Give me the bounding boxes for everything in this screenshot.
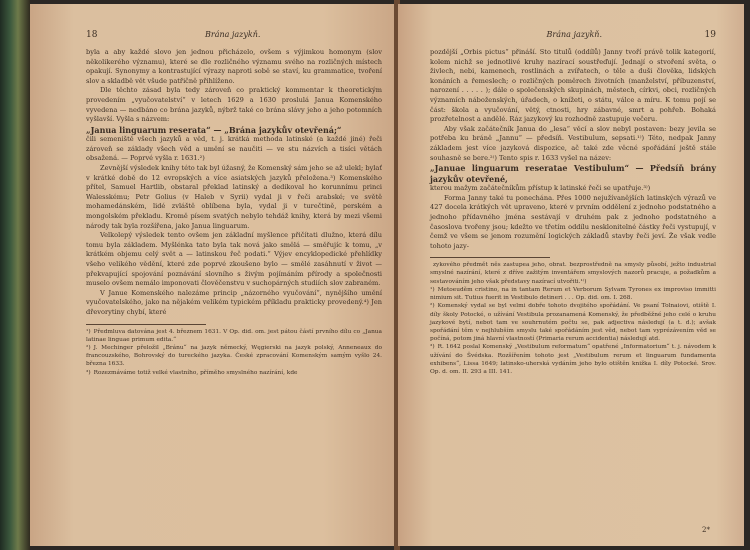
page-number: 18	[86, 30, 98, 40]
footnote-rule	[430, 257, 550, 258]
paragraph: Aby však začátečník Janua do „lesa“ věcí a slov nebyl postaven: bezy jevila se potřeba ku bráně „Jannu“ — předsíň. Vestibulum, sepsati.¹⁾) Této, nedpak Janny základem jest více jazyková dispozice, ač také zde věcné spořádání ještě stále souhasně se bere.²⁾) Tento spis r. 1633 vyšel na název:	[430, 124, 716, 162]
section-heading: „Janua linguarum reserata“ — „Brána jazykův otevřená;“	[86, 124, 342, 135]
footnote-text: Předmluva datována jest 4. březnem 1631. V Op. did. om. jest pátou částí prvního dílu co „Janua latinae linguae primum edita.“	[86, 328, 382, 343]
paragraph: pozdější „Orbis pictus“ přináší. Sto titulů (oddílů) Janny tvoří právě tolik kategorií, kolem nichž se jednotlivé kruhy nazírací soustřeďují. Jednají o stvoření světa, o živlech, nebi, kamenech, rostlinách a zvířatech, o těle a duši člověka, lidských konáních a řemeslech; o rozličných poměrech životních (manželství, příbuzenství, narození . . . . . ); dále o společenských skupinách, městech, církvi, obci, rozličných významích náboženských, úřadech, o knížeti, o státu, válce a míru. K tomu pojí se část: škola a vyučování, větý, ctnosti, hry zábavné, smrt a pohřeb. Bohaká prozřetelnost a andělé. Ráz jazykový ku rozhodně zastupuje večeru.	[430, 48, 716, 124]
footnote-rule	[86, 324, 206, 325]
footnote	[86, 328, 382, 344]
book-spine	[0, 0, 30, 550]
paragraph: Zevnější výsledek knihy této tak byl úžasný, že Komenský sám jeho se až ulekl; bylať v krátké době do 12 evropských a více asiatských jazyků přeložena.³) Komenského přítel, Samuel Hartlib, obstaral překlad latinský a dedikoval ho korunnímu princi Walesskému; Petr Golius (v Haleb v Syrii) vydal ji v řeči arabské; ve světě mohamedánském, lidé zvláště oblíbena byla, vydal ji v turečtině, perském a mongolském překladu. Kromě písem svatých nebylo tehdáž knihy, která by mezi všemi národy tak byla rozšířena, jako Janua linguarum.	[86, 164, 382, 230]
footnote-mark: ³)	[430, 344, 435, 351]
left-page-header	[86, 30, 382, 40]
footnote-text: Rozezmáváme totiž velké vlastního, příměho smyslného nazírání, kde	[93, 369, 298, 376]
paragraph: Dle těchto zásad byla tedy zároveň co praktický kommentar k theoretickým provedením „vyučovatelství“ v letech 1629 a 1630 proslulá Janua Komenského vyvedena — nedbáno co brána jazyků, nýbrž také co brána slávy jeho a jeho potomních vyšlavší. Vyšla s názvem:	[86, 86, 382, 124]
signature-mark: 2*	[702, 526, 710, 534]
left-footnotes	[86, 328, 382, 377]
running-title: Brána jazykň.	[204, 30, 261, 39]
paragraph: byla a aby každé slovo jen jednou přicházelo, ovšem s výjimkou homonym (slov několikerého významu), které se dle rozličného významu svého na rozličných místech opakují. Synonymy a kontrastující výrazy naproti sobě se staví, ku grammatice, tvoření slov a skladbě vět všude patřičně přihlíženo.	[86, 48, 382, 85]
footnote-mark: ³)	[86, 369, 91, 376]
footnote	[430, 286, 716, 302]
footnote	[430, 343, 716, 376]
footnote-text: Metoeuděm cristino, na in tantam Rerum et Verborum Sylvam Tyrones ex improviso immitti nimium sit. Tutius fuerit in Vestibulo detineri . . . Op. did. om. I. 268.	[430, 286, 716, 302]
right-page	[398, 4, 744, 546]
footnote	[86, 344, 382, 369]
paragraph: V Janue Komenského nalezáme princip „názorného vyučování“, nynějšího umění vyučovatelského, jako na nějakém velikém typickém příkladu prakticky provedený.⁴) Jen dřevorytiny chybí, které	[86, 288, 382, 316]
page-number: 19	[704, 30, 716, 40]
footnote	[86, 369, 382, 377]
footnote-text: J. Mechinger přeložil „Bránu“ na jazyk německý, Węgierski na jazyk polský, Anneneaux do francouzského, Bohrovský do tureckého jazyka. České zpracování Komenským samým vyšlo 24. března 1633.	[86, 344, 382, 368]
paragraph: Velkolepý výsledek tento ovšem jen základní myšlence přičítati dlužno, která dílu tomu byla základem. Myšlénka tato byla tak nová jako smělá — směřujíc k tomu, „v krátkém objemu celý svět a — latinskou řeč podati.“ Výjev encyklopedické přehlídky všeho velikého vědění, které zde poprvé zkoušeno bylo — smělé zasáhnutí v život — překvapující spojování poznávání slovního s živým pojímáním přírody a společnosti muselo ovšem nemálo imponovati člověčenstvu v suchopárných studiích slov zabraném.	[86, 231, 382, 288]
footnote-text: zykového předmět něs zastupea jeho, obrat. bezprostředně na smysly působí, ježto industrial smyslné nazírání, které z dříve zažitým inventářem smyslových nazorů pracuje, a požadkům a sestavováním jeho však představy nazírací utvořiti.¹⁾)	[430, 262, 716, 285]
left-page	[30, 4, 396, 546]
footnote-mark: ¹)	[86, 328, 91, 335]
right-page-header	[430, 30, 716, 40]
running-title: Brána jazykň.	[546, 30, 602, 39]
paragraph: Forma Janny také tu ponechána. Přes 1000 nejužívanějších latinských výrazů ve 427 docela krátkých vět upraveno, které v prvním oddělení z jednoho podstatného a jednoho přídavného jména sestávají v druhém pak z jednoho podstatného a časoslova tvořeny jsou; kdežto ve třetím oddílu nesklonitelné částky řeči vystupují, v čemž ve všem se jenom rozumění logických základů stavby řeči jeví. Že však vedle tohoto jazy-	[430, 193, 716, 250]
footnote-mark: ²)	[430, 303, 435, 310]
footnote-text: R. 1642 poslal Komenský „Vestibulum reformatum“ opatřené „Informatorium“ t. j. návodem k užívání do Švédska. Rozšířením tohoto jest „Vestibulum rerum et linguarum fundamenta exhibens“, Lissa 1649; latinsko-uherská vydáním jeho bylo otištěn knižka I. díly Potocké. Srov. Op. d. om. II. 293 a III. 141.	[430, 344, 716, 375]
paragraph: čili semeniště všech jazyků a věd, t. j. krátká methoda latinské (a každé jiné) řeči zároveň se základy všech věd a umění se naučiti — ve stu názvích a tisíci větách obsažená. — Poprvé vyšla r. 1631.²)	[86, 135, 382, 163]
paragraph: kterou mažym začátečníkům přístup k latinské řeči se upatřuje.³⁾)	[430, 184, 651, 193]
footnote	[430, 261, 716, 286]
footnote-mark: ²)	[86, 344, 91, 351]
footnote-text: Komenský vydal se byl velmi dobře tohoto dvojitého spořádání. Ve psaní Tolnaiovi, otiště I. díly školy Potocké, o užívání Vestibula prozanamená Komenský, že předběžné jeho celé o kruhu jazykové bytí, nebot tam ve souhrnutém počtu se, pak adjectiva následují (a t. d.); avšak spořádání těm v nejhlubším smyslu také spořádáním jest věd, nebot tam vyprézávením věd se počíná, potom jiná hlavní vlastností (Primaria rerum accidentia) následují atd.	[430, 303, 716, 343]
footnote-mark: ¹)	[430, 286, 435, 293]
footnote	[430, 302, 716, 343]
section-heading: „Januae linguarum reseratae Vestibulum“ — Předsíň brány jazykův otevřené,	[430, 163, 716, 184]
right-page-body	[430, 48, 716, 251]
right-footnotes	[430, 261, 716, 376]
left-page-body	[86, 48, 382, 318]
